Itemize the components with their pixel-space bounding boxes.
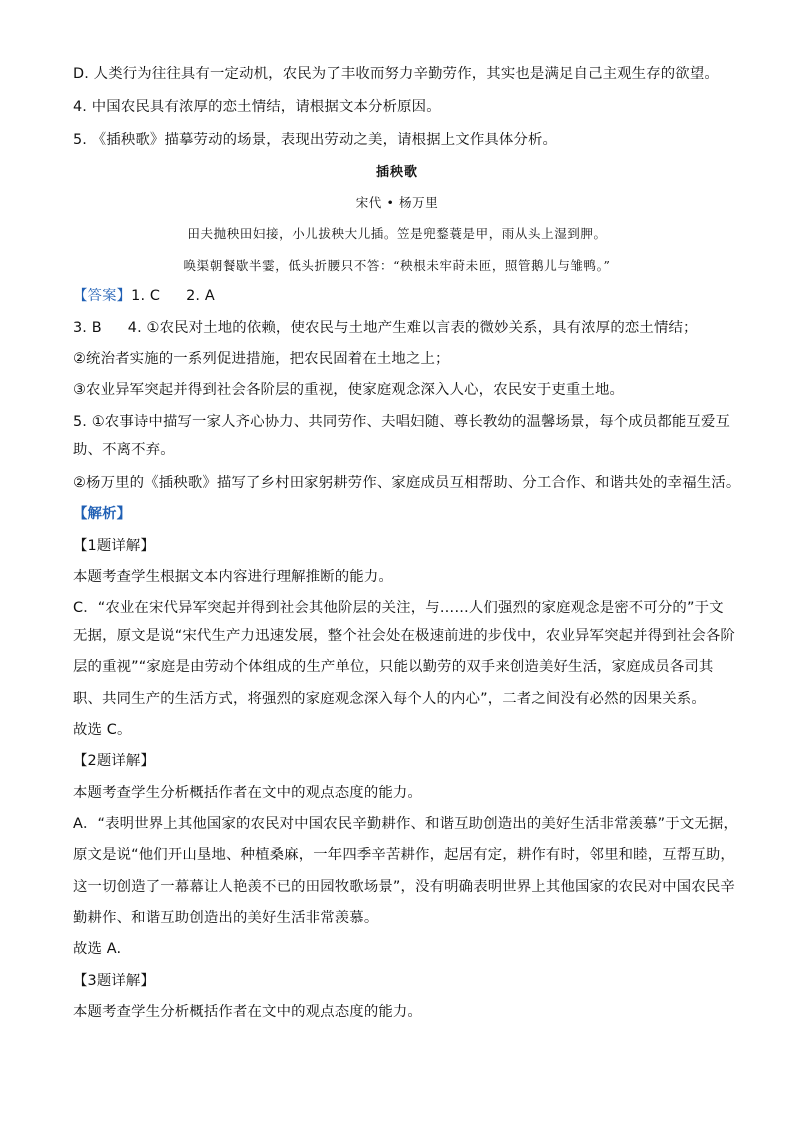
answer-label: 【答案】 bbox=[73, 288, 132, 304]
detail-1-text-a: C．“农业在宋代异军突起并得到社会其他阶层的关注，与……人们强烈的家庭观念是密不可分的”于文 bbox=[73, 600, 724, 616]
question-5: 5. 《插秧歌》描摹劳动的场景，表现出劳动之美，请根据上文作具体分析。 bbox=[73, 132, 558, 148]
poem-line-2: 唤渠朝餐歇半霎，低头折腰只不答：“秧根未牢莳未匝，照管鹅儿与雏鸭。” bbox=[183, 258, 611, 273]
answer-5-part-1a: 5. ①农事诗中描写一家人齐心协力、共同劳作、夫唱妇随、尊长教幼的温馨场景，每个成员都能互爱互 bbox=[73, 414, 731, 430]
detail-1-intro: 本题考查学生根据文本内容进行理解推断的能力。 bbox=[73, 569, 393, 585]
question-4: 4. 中国农民具有浓厚的恋土情结，请根据文本分析原因。 bbox=[73, 99, 441, 115]
answer-2: 2. A bbox=[186, 288, 215, 304]
detail-2-intro: 本题考查学生分析概括作者在文中的观点态度的能力。 bbox=[73, 785, 422, 801]
answer-4-part-3: ③农业异军突起并得到社会各阶层的重视，使家庭观念深入人心，农民安于吏重土地。 bbox=[73, 382, 625, 398]
answer-4-part-2: ②统治者实施的一系列促进措施，把农民固着在土地之上； bbox=[73, 351, 450, 367]
detail-1-text-b: 无据，原文是说“宋代生产力迅速发展，整个社会处在极速前进的步伐中，农业异军突起并得到社会各阶 bbox=[73, 628, 735, 644]
answer-5-part-2: ②杨万里的《插秧歌》描写了乡村田家躬耕劳作、家庭成员互相帮助、分工合作、和谐共处的幸福生活。 bbox=[73, 475, 741, 491]
detail-1-heading: 【1题详解】 bbox=[73, 538, 156, 554]
answer-5-part-1b: 助、不离不弃。 bbox=[73, 442, 175, 458]
answer-1: 1. C bbox=[131, 288, 161, 304]
detail-2-text-a: A．“表明世界上其他国家的农民对中国农民辛勤耕作、和谐互助创造出的美好生活非常羡慕”于文无据， bbox=[73, 816, 738, 832]
detail-1-text-d: 职、共同生产的生活方式，将强烈的家庭观念深入每个人的内心”，二者之间没有必然的因果关系。 bbox=[73, 691, 706, 707]
answer-row-1 bbox=[73, 286, 723, 306]
detail-2-text-d: 勤耕作、和谐互助创造出的美好生活非常羡慕。 bbox=[73, 910, 379, 926]
option-d: D. 人类行为往往具有一定动机，农民为了丰收而努力辛勤劳作，其实也是满足自己主观生存的欲望。 bbox=[73, 66, 719, 82]
detail-2-heading: 【2题详解】 bbox=[73, 753, 156, 769]
answer-row-2 bbox=[73, 318, 723, 338]
detail-3-heading: 【3题详解】 bbox=[73, 973, 156, 989]
poem-author: 宋代 • 杨万里 bbox=[355, 195, 439, 210]
detail-2-conclusion: 故选 A. bbox=[73, 941, 122, 957]
detail-1-text-c: 层的重视”“家庭是由劳动个体组成的生产单位，只能以勤劳的双手来创造美好生活，家庭成员各司其 bbox=[73, 659, 714, 675]
poem-line-1: 田夫抛秧田妇接，小儿拔秧大儿插。笠是兜鍪蓑是甲，雨从头上湿到胛。 bbox=[187, 226, 607, 241]
detail-1-conclusion: 故选 C。 bbox=[73, 722, 132, 738]
poem-title: 插秧歌 bbox=[375, 165, 418, 180]
detail-2-text-b: 原文是说“他们开山垦地、种植桑麻，一年四季辛苦耕作，起居有定，耕作有时，邻里和睦，互帮互助， bbox=[73, 847, 735, 863]
answer-4-part-1: 4. ①农民对土地的依赖，使农民与土地产生难以言表的微妙关系，具有浓厚的恋土情结； bbox=[127, 320, 698, 336]
answer-3: 3. B bbox=[73, 320, 102, 336]
analysis-label: 【解析】 bbox=[73, 506, 132, 522]
detail-3-intro: 本题考查学生分析概括作者在文中的观点态度的能力。 bbox=[73, 1004, 422, 1020]
detail-2-text-c: 这一切创造了一幕幕让人艳羡不已的田园牧歌场景”，没有明确表明世界上其他国家的农民对中国农民辛 bbox=[73, 879, 735, 895]
